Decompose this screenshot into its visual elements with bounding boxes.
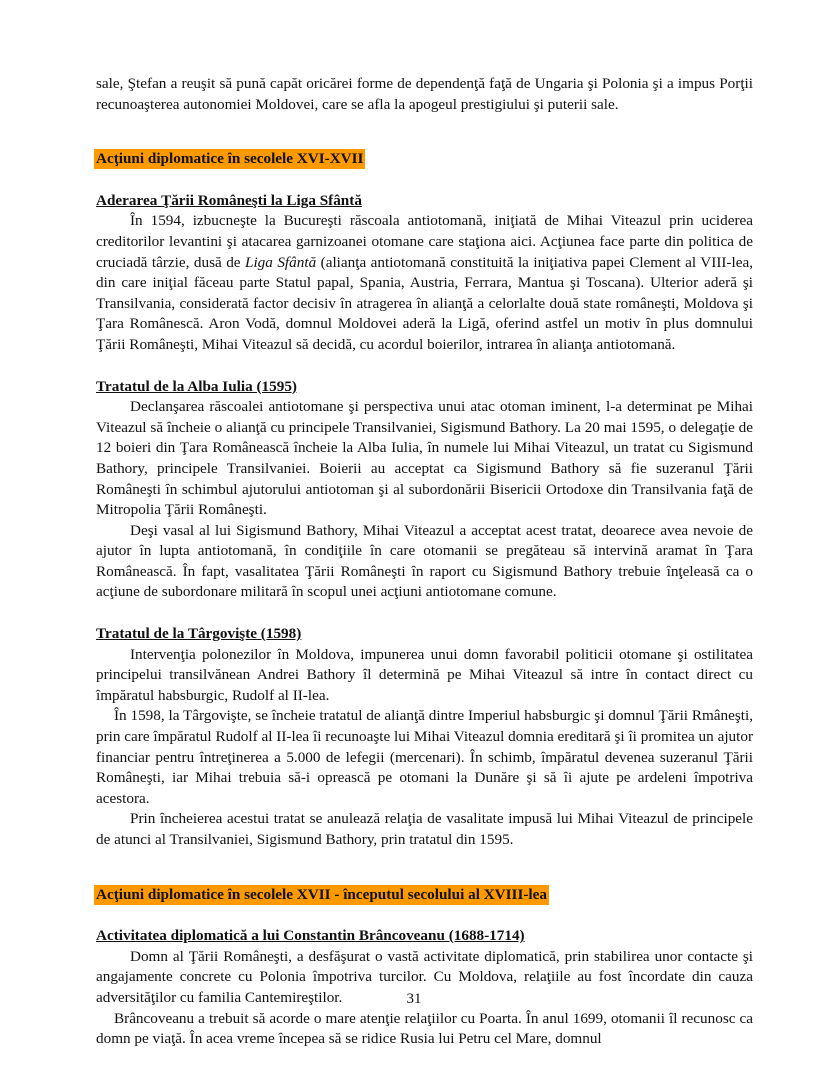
spacer <box>96 356 753 377</box>
subsection-brancoveanu <box>96 926 753 1050</box>
subsection-heading: Aderarea Ţării Româneşti la Liga Sfântă <box>96 191 362 209</box>
paragraph <box>96 211 753 355</box>
subsection-heading: Tratatul de la Târgovişte (1598) <box>96 625 302 643</box>
paragraph-text: În 1594, izbucneşte la Bucureşti răscoala antiotomană, iniţiată de Mihai Viteazul prin uciderea creditorilor levantini şi atacarea garnizoanei otomane care staţiona aici. Acţiunea face parte din politica de cruciadă târzie, dusă de <box>96 212 753 271</box>
spacer <box>96 603 753 624</box>
section-1 <box>96 149 753 170</box>
subsection-liga-sfanta <box>96 191 753 356</box>
paragraph: Brâncoveanu a trebuit să acorde o mare atenţie relaţiilor cu Poarta. În anul 1699, otomanii îl recunosc ca domn pe viaţă. În acea vreme începea să se ridice Rusia lui Petru cel Mare, domnul <box>96 1009 753 1048</box>
spacer <box>96 905 753 926</box>
paragraph: Intervenţia polonezilor în Moldova, impunerea unui domn favorabil politicii otomane şi ostilitatea principelui transilvănean Andrei Bathory îl determină pe Mihai Viteazul să intre în contact direct cu împăratul habsburgic, Rudolf al II-lea. <box>96 645 753 704</box>
paragraph: Deşi vasal al lui Sigismund Bathory, Mihai Viteazul a acceptat acest tratat, deoarece avea nevoie de ajutor în lupta antiotomană, în condiţiile în care otomanii se pregăteau să intervină aramat în Ţara Românească. În fapt, vasalitatea Ţării Româneşti în raport cu Sigismund Bathory trebuie înţeleasă ca o acţiune de subordonare militară în scopul unei acţiuni antiotomane comune. <box>96 521 753 601</box>
subsection-heading: Activitatea diplomatică a lui Constantin Brâncoveanu (1688-1714) <box>96 927 525 945</box>
paragraph: Domn al Ţării Româneşti, a desfăşurat o vastă activitate diplomatică, prin stabilirea unor contacte şi angajamente concrete cu Polonia împotriva turcilor. Cu Moldova, relaţiile au fost încordate din cauza adversităţilor cu familia Cantemireştilor. <box>96 947 753 1006</box>
paragraph: Declanşarea răscoalei antiotomane şi perspectiva unui atac otoman iminent, l-a determinat pe Mihai Viteazul să încheie o alianţă cu principele Transilvaniei, Sigismund Bathory. La 20 mai 1595, o delegaţie de 12 boieri din Ţara Românească încheie la Alba Iulia, în numele lui Mihai Viteazul, un tratat cu Sigismund Bathory, principele Transilvaniei. Boierii au acceptat ca Sigismund Bathory să fie suzeranul Ţării Româneşti în schimbul ajutorului antiotoman şi al subordonării Bisericii Ortodoxe din Transilvania faţă de Mitropolia Ţării Româneşti. <box>96 398 753 519</box>
intro-paragraph: sale, Ştefan a reuşit să pună capăt oricărei forme de dependenţă faţă de Ungaria şi Polonia şi a impus Porţii recunoaşterea autonomiei Moldovei, care se afla la apogeul prestigiului şi puterii sale. <box>96 75 753 113</box>
subsection-alba-iulia <box>96 377 753 604</box>
paragraph: Prin încheierea acestui tratat se anulează relaţia de vasalitate impusă lui Mihai Viteazul de principele de atunci al Transilvaniei, Sigismund Bathory, prin tratatul din 1595. <box>96 810 753 848</box>
spacer <box>96 170 753 191</box>
section-heading: Acţiuni diplomatice în secolele XVII - începutul secolului al XVIII-lea <box>96 885 547 903</box>
document-page <box>96 74 753 1050</box>
subsection-targoviste <box>96 624 753 851</box>
subsection-heading: Tratatul de la Alba Iulia (1595) <box>96 377 297 395</box>
spacer <box>96 115 753 149</box>
paragraph: În 1598, la Târgovişte, se încheie tratatul de alianţă dintre Imperiul habsburgic şi domnul Ţării Rmâneşti, prin care împăratul Rudolf al II-lea îi recunoaşte lui Mihai Viteazul domnia ereditară şi îi promitea un ajutor financiar pentru întreţinerea a 5.000 de lefegii (mercenari). În schimb, împăratul devenea suzeranul Ţării Româneşti, iar Mihai trebuia să-i oprească pe otomani la Dunăre şi să îi ajute pe ardeleni împotriva acestora. <box>96 707 753 807</box>
italic-term: Liga Sfântă <box>245 253 317 271</box>
spacer <box>96 851 753 885</box>
section-heading: Acţiuni diplomatice în secolele XVI-XVII <box>96 150 364 168</box>
paragraph-text: (alianţa antiotomană constituită la iniţiativa papei Clement al VIII-lea, din care iniţial făceau parte Statul papal, Spania, Austria, Ferrara, Mantua şi Toscana). Ulterior aderă şi Transilvania, considerată factor decisiv în atragerea în alianţă a celorlalte două state româneşti, Moldova şi Ţara Românescă. Aron Vodă, domnul Moldovei aderă la Ligă, oferind astfel un motiv în plus domnului Ţării Româneşti, Mihai Viteazul să decidă, cu acordul boierilor, intrarea în alianţa antiotomană. <box>96 253 753 353</box>
section-2 <box>96 885 753 906</box>
page-number: 31 <box>406 991 422 1007</box>
